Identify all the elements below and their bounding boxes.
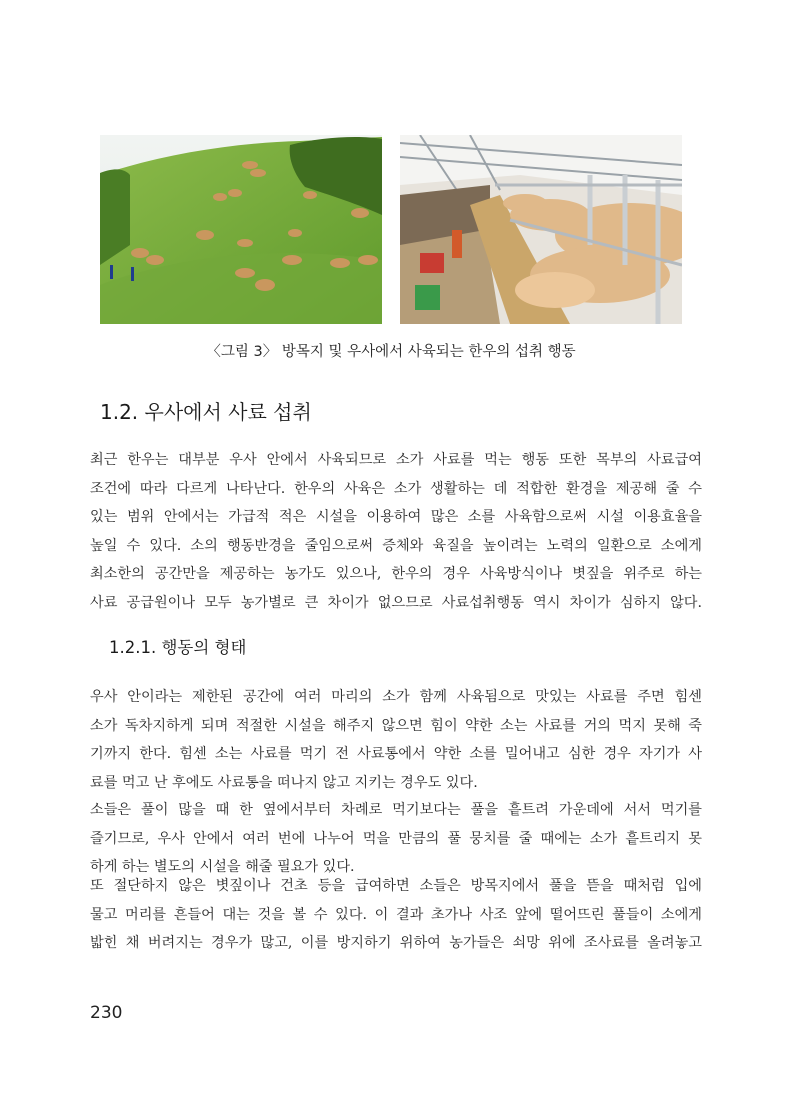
text-line: 최근 한우는 대부분 우사 안에서 사육되므로 소가 사료를 먹는 행동 또한 목부의 사료급여 — [90, 452, 702, 468]
section-heading: 1.2. 우사에서 사료 섭취 — [100, 400, 312, 424]
text-line: 있는 범위 안에서는 가급적 적은 시설을 이용하여 많은 소를 사육함으로써 시설 이용효율을 — [90, 509, 702, 525]
text-line: 기까지 한다. 힘센 소는 사료를 먹기 전 사료통에서 약한 소를 밀어내고 심한 경우 자기가 사 — [90, 746, 702, 762]
text-line: 또 절단하지 않은 볏짚이나 건초 등을 급여하면 소들은 방목지에서 풀을 뜯을 때처럼 입에 — [90, 878, 702, 894]
text-line: 하게 하는 별도의 시설을 해줄 필요가 있다. — [90, 859, 355, 875]
figure-caption: 〈그림 3〉 방목지 및 우사에서 사육되는 한우의 섭취 행동 — [206, 344, 576, 360]
paragraph-4 — [90, 872, 702, 958]
paragraph-3 — [90, 796, 702, 882]
text-line: 료를 먹고 난 후에도 사료통을 떠나지 않고 지키는 경우도 있다. — [90, 774, 478, 791]
page-number: 230 — [90, 1003, 123, 1023]
text-line: 소들은 풀이 많을 때 한 옆에서부터 차례로 먹기보다는 풀을 흩트려 가운데에 서서 먹기를 — [90, 802, 702, 818]
pasture-photo — [100, 135, 382, 324]
text-line: 조건에 따라 다르게 나타난다. 한우의 사육은 소가 생활하는 데 적합한 환경을 제공해 줄 수 — [90, 480, 702, 497]
text-line: 물고 머리를 흔들어 대는 것을 볼 수 있다. 이 결과 초가나 사조 앞에 떨어뜨린 풀들이 소에게 — [90, 906, 702, 923]
text-line: 즐기므로, 우사 안에서 여러 번에 나누어 먹을 만큼의 풀 뭉치를 줄 때에는 소가 흩트리지 못 — [90, 830, 702, 847]
text-line: 높일 수 있다. 소의 행동반경을 줄임으로써 증체와 육질을 높이려는 노력의 일환으로 소에게 — [90, 537, 702, 554]
text-line: 우사 안이라는 제한된 공간에 여러 마리의 소가 함께 사육됨으로 맛있는 사료를 주면 힘센 — [90, 689, 702, 705]
text-line: 사료 공급원이나 모두 농가별로 큰 차이가 없으므로 사료섭취행동 역시 차이가 심하지 않다. — [90, 594, 702, 611]
text-line: 소가 독차지하게 되며 적절한 시설을 해주지 않으면 힘이 약한 소는 사료를 거의 먹지 못해 죽 — [90, 717, 702, 734]
paragraph-1 — [90, 446, 702, 617]
paragraph-2 — [90, 683, 702, 797]
text-line: 밟힌 채 버려지는 경우가 많고, 이를 방지하기 위하여 농가들은 쇠망 위에 조사료를 올려놓고 — [90, 935, 702, 951]
subsection-heading: 1.2.1. 행동의 형태 — [109, 638, 247, 657]
barn-photo — [400, 135, 682, 324]
text-line: 최소한의 공간만을 제공하는 농가도 있으나, 한우의 경우 사육방식이나 볏짚을 위주로 하는 — [90, 566, 702, 582]
